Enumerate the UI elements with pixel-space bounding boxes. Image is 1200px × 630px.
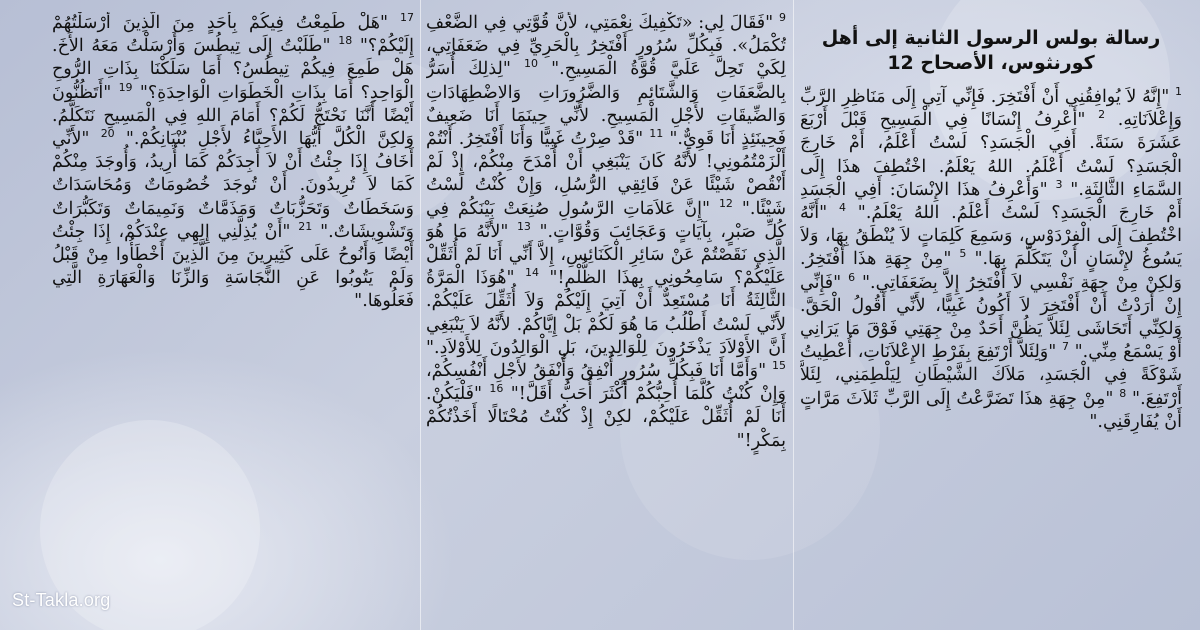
verse-number: 21 — [298, 220, 313, 233]
verse-text: "أَتَظُنُّونَ أَيْضًا أَنَّنَا نَحْتَجُّ لَكُمْ؟ أَمَامَ اللهِ فِي الْمَسِيحِ نَتَكَلَّمُ. وَلكِنَّ الْكُلَّ أَيُّهَا الأَحِبَّاءُ لأَجْلِ بُنْيَانِكُمْ." — [52, 82, 414, 150]
verse-number: 3 — [1055, 177, 1063, 191]
verse-text: "وَأَمَّا أَنَا فَبِكُلِّ سُرُورٍ أُنْفِقُ وَأُنْفَقُ لأَجْلِ أَنْفُسِكُمْ، وَإِنْ كُنْتُ كُلَّمَا أُحِبُّكُمْ أَكْثَرَ أُحَبُّ أَقَلَّ!" — [426, 361, 786, 405]
verse-number: 12 — [718, 196, 733, 210]
verse-number: 14 — [524, 266, 539, 280]
column-divider — [420, 0, 421, 630]
verse-text: "فَقَالَ لِي: «تَكْفِيكَ نِعْمَتِي، لأَنَّ قُوَّتِي فِي الضَّعْفِ تُكْمَلُ». فَبِكُلِّ سُرُورٍ أَفْتَخِرُ بِالْحَرِيِّ فِي ضَعَفَاتِي، لِكَيْ تَحِلَّ عَلَيَّ قُوَّةُ الْمَسِيحِ." — [426, 13, 786, 80]
verse-text: "إِنَّ عَلاَمَاتِ الرَّسُولِ صُنِعَتْ بَيْنَكُمْ فِي كُلِّ صَبْرٍ، بِآيَاتٍ وَعَجَائِبَ وَقُوَّاتٍ." — [426, 198, 786, 242]
verse-number: 6 — [848, 270, 856, 284]
verse-text: "لأَنِّي أَخَافُ إِذَا جِئْتُ أَنْ لاَ أَجِدَكُمْ كَمَا أُرِيدُ، وَأُوجَدَ مِنْكُمْ كَمَا لاَ تُرِيدُونَ. أَنْ تُوجَدَ خُصُومَاتٌ وَمُحَاسَدَاتٌ وَسَخَطَاتٌ وَتَحَزُّبَاتٌ وَمَذَمَّاتٌ وَنَمِيمَاتٌ وَتَكَبُّرَاتٌ وَتَشْوِيشَاتٌ." — [52, 129, 414, 242]
verse-text: "هَلْ طَمِعْتُ فِيكُمْ بِأَحَدٍ مِنَ الَّذِينَ أَرْسَلْتُهُمْ إِلَيْكُمْ؟" — [52, 13, 414, 57]
verse-number: 10 — [524, 57, 539, 71]
verse-text: "مِنْ جِهَةِ هذَا أَفْتَخِرُ. وَلكِنْ مِنْ جِهَةِ نَفْسِي لاَ أَفْتَخِرُ إِلاَّ بِضَعَفَاتِي." — [800, 249, 1182, 293]
verse-text: "لِذلِكَ أُسَرُّ بِالضَّعَفَاتِ وَالشَّتَائِمِ وَالضَّرُورَاتِ وَالاضْطِهَادَاتِ وَالضِّيقَاتِ لأَجْلِ الْمَسِيحِ. لأَنِّي حِينَمَا أَنَا ضَعِيفٌ فَحِينَئِذٍ أَنَا قَوِيٌّ." — [426, 59, 786, 150]
verse-number: 1 — [1175, 85, 1182, 99]
verse-list — [52, 12, 414, 314]
verse-number: 2 — [1098, 108, 1106, 122]
verse-number: 18 — [338, 34, 353, 48]
verse-text: "أَعْرِفُ إِنْسَانًا فِي الْمَسِيحِ قَبْلَ أَرْبَعَ عَشَرَةَ سَنَةً. أَفِي الْجَسَدِ؟ لَسْتُ أَعْلَمُ، أَمْ خَارِجَ الْجَسَدِ؟ لَسْتُ أَعْلَمُ. اللهُ يَعْلَمُ. اخْتُطِفَ هذَا إِلَى السَّمَاءِ الثَّالِثَةِ." — [800, 110, 1182, 200]
site-watermark: St-Takla.org — [12, 590, 111, 610]
left-column — [52, 12, 414, 612]
column-divider — [793, 0, 794, 630]
chapter-title: رسالة بولس الرسول الثانية إلى أهل كورنثوس، الأصحاح 12 — [821, 27, 1161, 74]
verse-text: "وَلِئَلاَّ أَرْتَفِعَ بِفَرْطِ الإِعْلاَنَاتِ، أُعْطِيتُ شَوْكَةً فِي الْجَسَدِ، مَلاَكَ الشَّيْطَانِ لِيَلْطِمَنِي، لِئَلاَّ أَرْتَفِعَ." — [800, 342, 1182, 409]
verse-number: 16 — [489, 382, 504, 396]
verse-number: 15 — [772, 359, 786, 373]
verse-list — [800, 86, 1182, 434]
verse-text: "طَلَبْتُ إِلَى تِيطُسَ وَأَرْسَلْتُ مَعَهُ الأَخَ. هَلْ طَمِعَ فِيكُمْ تِيطُسُ؟ أَمَا سَلَكْنَا بِذَاتِ الرُّوحِ الْوَاحِدِ؟ أَمَا بِذَاتِ الْخَطَوَاتِ الْوَاحِدَةِ؟" — [52, 36, 414, 103]
verse-text: "أَنْ يُذِلَّنِي إِلهِي عِنْدَكُمْ، إِذَا جِئْتُ أَيْضًا وَأَنُوحُ عَلَى كَثِيرِينَ مِنَ الَّذِينَ أَخْطَأُوا مِنْ قَبْلُ وَلَمْ يَتُوبُوا عَنِ النَّجَاسَةِ وَالزِّنَا وَالْعَهَارَةِ الَّتِي فَعَلُوهَا." — [52, 221, 414, 312]
verse-number: 8 — [1119, 386, 1127, 400]
verse-number: 9 — [779, 12, 786, 25]
middle-column — [426, 12, 786, 618]
verse-number: 5 — [959, 247, 967, 261]
verse-text: "فَلْيَكُنْ. أَنَا لَمْ أُثَقِّلْ عَلَيْكُمْ، لكِنْ إِذْ كُنْتُ مُحْتَالًا أَخَذْتُكُمْ بِمَكْرٍ!" — [426, 384, 786, 451]
right-column — [800, 12, 1182, 612]
verse-text: "وَأَعْرِفُ هذَا الإِنْسَانَ: أَفِي الْجَسَدِ أَمْ خَارِجَ الْجَسَدِ؟ لَسْتُ أَعْلَمُ. اللهُ يَعْلَمُ." — [800, 179, 1182, 224]
verse-text: "فَإِنِّي إِنْ أَرَدْتُ أَنْ أَفْتَخِرَ لاَ أَكُونُ غَبِيًّا، لأَنِّي أَقُولُ الْحَقَّ. وَلكِنِّي أَتَحَاشَى لِئَلاَّ يَظُنَّ أَحَدٌ مِنْ جِهَتِي فَوْقَ مَا يَرَانِي أَوْ يَسْمَعُ مِنِّي." — [800, 272, 1182, 363]
verse-number: 7 — [1061, 340, 1069, 354]
verse-text: "مِنْ جِهَةِ هذَا تَضَرَّعْتُ إِلَى الرَّبِّ ثَلاَثَ مَرَّاتٍ أَنْ يُفَارِقَنِي." — [800, 388, 1182, 432]
verse-text: "هُوَذَا الْمَرَّةُ الثَّالِثَةُ أَنَا مُسْتَعِدٌّ أَنْ آتِيَ إِلَيْكُمْ وَلاَ أُثَقِّلَ عَلَيْكُمْ. لأَنِّي لَسْتُ أَطْلُبُ مَا هُوَ لَكُمْ بَلْ إِيَّاكُمْ. لأَنَّهُ لاَ يَنْبَغِي أَنَّ الأَوْلاَدَ يَذْخَرُونَ لِلْوَالِدِينَ، بَلِ الْوَالِدُونَ لِلأَوْلاَدِ." — [426, 268, 786, 358]
verse-text: "قَدْ صِرْتُ غَبِيًّا وَأَنَا أَفْتَخِرُ. أَنْتُمْ أَلْزَمْتُمُونِي! لأَنَّهُ كَانَ يَنْبَغِي أَنْ أُمْدَحَ مِنْكُمْ، إِذْ لَمْ أَنْقُصْ شَيْئًا عَنْ فَائِقِي الرُّسُلِ، وَإِنْ كُنْتُ لَسْتُ شَيْئًا." — [426, 129, 786, 219]
verse-number: 13 — [516, 220, 531, 233]
verse-number: 4 — [838, 201, 846, 215]
verse-number: 11 — [649, 127, 664, 141]
verse-number: 20 — [100, 127, 115, 141]
verse-text: "لأَنَّهُ مَا هُوَ الَّذِي نَقَصْتُمْ عَنْ سَائِرِ الْكَنَائِسِ، إِلاَّ أَنِّي أَنَا لَمْ أُثَقِّلْ عَلَيْكُمْ؟ سَامِحُونِي بِهذَا الظُّلْمِ!" — [426, 221, 786, 289]
verse-text: "إِنَّهُ لاَ يُوافِقُنِي أَنْ أَفْتَخِرَ. فَإِنِّي آتِي إِلَى مَنَاظِرِ الرَّبِّ وَإِعْلاَنَاتِهِ. — [800, 87, 1182, 131]
verse-list — [426, 12, 786, 453]
verse-number: 17 — [400, 12, 414, 25]
verse-number: 19 — [118, 80, 133, 94]
verse-text: "أَنَّهُ اخْتُطِفَ إِلَى الْفِرْدَوْسِ، وَسَمِعَ كَلِمَاتٍ لاَ يُنْطَقُ بِهَا، وَلاَ يَسُوغُ لإِنْسَانٍ أَنْ يَتَكَلَّمَ بِهَا." — [800, 203, 1182, 270]
